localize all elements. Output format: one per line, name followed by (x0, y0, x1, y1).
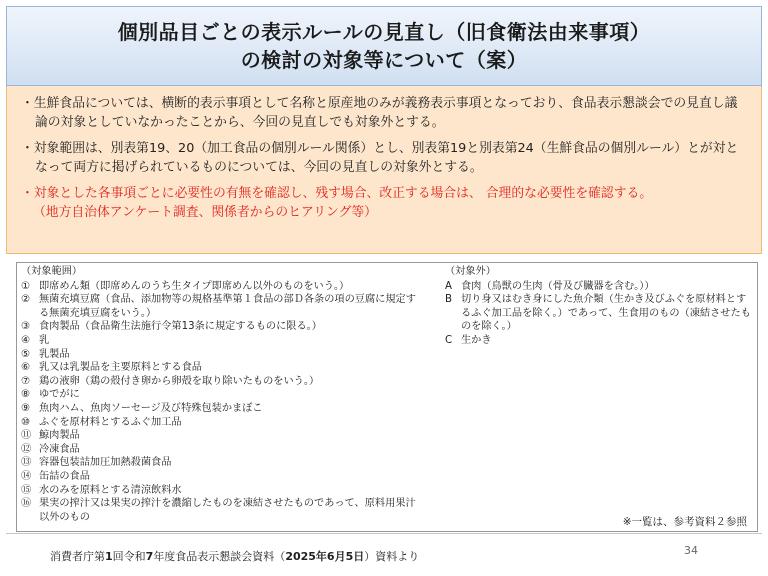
page-title-line1: 個別品目ごとの表示ルールの見直し（旧食衛法由来事項） (117, 20, 651, 44)
list-item (21, 320, 425, 334)
item-text: 鶏の液卵（鶏の殻付き卵から卵殻を取り除いたものをいう。） (39, 375, 320, 387)
item-number: ⑪ (21, 430, 32, 442)
item-number: ⑨ (21, 402, 31, 414)
source-part: 1 (105, 550, 113, 563)
bullet-item (21, 94, 747, 132)
item-number: ⑭ (21, 470, 32, 482)
list-item (445, 334, 755, 348)
item-text: 冷凍食品 (39, 443, 80, 455)
bullet-note: （地方自治体アンケート調査、関係者からのヒアリング等） (33, 205, 377, 220)
item-text: 無菌充填豆腐（食品、添加物等の規格基準第１食品の部Ｄ各条の項の豆腐に規定する無菌充填豆腐をいう。） (39, 294, 416, 319)
title-box (6, 6, 762, 86)
item-number: ⑤ (21, 348, 31, 360)
summary-bullets (6, 86, 762, 254)
item-text: 乳又は乳製品を主要原料とする食品 (39, 362, 202, 374)
item-number: ⑦ (21, 375, 31, 387)
out-of-scope-list (445, 265, 755, 348)
item-number: ⑩ (21, 416, 31, 428)
bullet-mark: ・ (21, 186, 34, 201)
reference-note: ※一覧は、参考資料２参照 (622, 516, 747, 528)
list-item (445, 280, 755, 294)
list-item (21, 361, 425, 375)
list-item (21, 497, 425, 524)
bullet-text: 対象範囲は、別表第19、20（加工食品の個別ルール関係）とし、別表第19と別表第24（生鮮食品の個別ルール）とが対となって両方に掲げられているものについては、今回の見直しの対象外とする。 (33, 141, 739, 175)
item-text: 食肉製品（食品衛生法施行令第13条に規定するものに限る。） (39, 321, 322, 333)
item-text: 魚肉ハム、魚肉ソーセージ及び特殊包装かまぼこ (39, 402, 263, 414)
page-number: 34 (684, 544, 698, 557)
in-scope-heading: （対象範囲） (21, 266, 83, 277)
scope-lists-box (16, 262, 758, 532)
footer (6, 533, 762, 573)
list-item (21, 348, 425, 362)
item-number: ① (21, 280, 31, 292)
item-text: 容器包装詰加圧加熱殺菌食品 (39, 457, 172, 469)
item-letter: B (445, 294, 452, 306)
list-item (21, 484, 425, 498)
item-number: ③ (21, 321, 31, 333)
item-text: 切り身又はむき身にした魚介類（生かき及びふぐを原材料とするふぐ加工品を除く。）であって、生食用のもの（凍結させたものを除く。） (461, 294, 751, 333)
source-part: 消費者庁第 (50, 550, 105, 563)
source-citation (50, 548, 419, 564)
item-number: ⑬ (21, 457, 32, 469)
source-date: 2025年6月5日 (285, 550, 365, 563)
list-item (21, 293, 425, 320)
list-item (21, 456, 425, 470)
page-title-line2: の検討の対象等について（案） (240, 48, 528, 72)
bullet-text: 対象とした各事項ごとに必要性の有無を確認し、残す場合、改正する場合は、 合理的な必要性を確認する。 (33, 186, 653, 201)
list-item (21, 375, 425, 389)
bullet-item (21, 139, 747, 177)
item-number: ⑥ (21, 362, 31, 374)
in-scope-list (21, 265, 425, 524)
bullet-item-highlight (21, 184, 747, 222)
item-text: ゆでがに (39, 389, 80, 401)
list-item (21, 402, 425, 416)
item-letter: C (445, 334, 453, 346)
list-item (21, 416, 425, 430)
item-text: 生かき (461, 334, 492, 346)
list-item (21, 470, 425, 484)
item-text: 水のみを原料とする清涼飲料水 (39, 484, 182, 496)
bullet-text: 生鮮食品については、横断的表示事項として名称と原産地のみが義務表示事項となっており、食品表示懇談会での見直し議論の対象としていなかったことから、今回の見直しでも対象外とする。 (33, 96, 738, 130)
bullet-mark: ・ (21, 96, 34, 111)
out-of-scope-heading: （対象外） (445, 266, 496, 277)
source-part: 年度食品表示懇談会資料（ (153, 550, 286, 563)
item-text: 缶詰の食品 (39, 470, 90, 482)
item-number: ④ (21, 334, 31, 346)
item-text: ふぐを原材料とするふぐ加工品 (39, 416, 182, 428)
list-item (21, 280, 425, 294)
list-item (21, 334, 425, 348)
item-text: 果実の搾汁又は果実の搾汁を濃縮したものを凍結させたものであって、原料用果汁以外のもの (39, 498, 416, 523)
item-number: ⑯ (21, 498, 32, 510)
item-number: ② (21, 294, 31, 306)
item-text: 鯨肉製品 (39, 430, 80, 442)
source-part: ）資料より (364, 550, 420, 563)
item-text: 即席めん類（即席めんのうち生タイプ即席めん以外のものをいう。） (39, 280, 350, 292)
source-part: 7 (145, 550, 154, 563)
list-item (21, 388, 425, 402)
item-letter: A (445, 280, 452, 292)
item-number: ⑧ (21, 389, 31, 401)
item-text: 食肉（鳥獣の生肉（骨及び臓器を含む。）） (461, 280, 655, 292)
item-text: 乳 (39, 334, 50, 346)
item-number: ⑫ (21, 443, 32, 455)
list-item (21, 443, 425, 457)
source-part: 回令和 (112, 550, 146, 563)
list-item (21, 429, 425, 443)
list-item (445, 293, 755, 334)
item-number: ⑮ (21, 484, 32, 496)
bullet-mark: ・ (21, 141, 34, 156)
item-text: 乳製品 (39, 348, 70, 360)
